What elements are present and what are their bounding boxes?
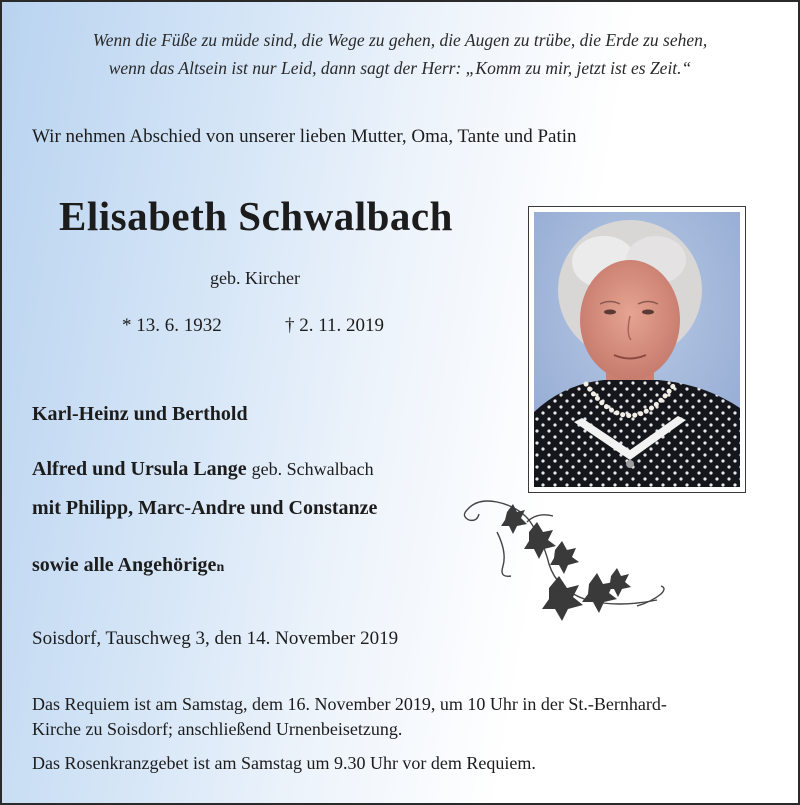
mourner-line-4 — [32, 554, 224, 577]
poem-line-1: Wenn die Füße zu müde sind, die Wege zu gehen, die Augen zu trübe, die Erde zu sehen, — [92, 30, 708, 50]
deceased-name: Elisabeth Schwalbach — [59, 193, 453, 239]
death-date: † 2. 11. 2019 — [285, 315, 385, 336]
mourner-line-3: mit Philipp, Marc-Andre und Constanze — [32, 497, 378, 519]
birth-date: * 13. 6. 1932 — [122, 315, 222, 336]
ivy-ornament — [457, 492, 672, 632]
mourner-line-2-maiden: geb. Schwalbach — [251, 459, 374, 479]
maiden-name: geb. Kircher — [210, 268, 300, 288]
portrait-photo — [528, 206, 746, 493]
mourner-line-2 — [32, 458, 374, 481]
poem-line-2: wenn das Altsein ist nur Leid, dann sagt der Herr: „Komm zu mir, jetzt ist es Zeit.“ — [108, 58, 692, 78]
mourner-line-4-main: sowie alle Angehörige — [32, 554, 217, 576]
service-details — [32, 692, 782, 776]
mourner-line-1: Karl-Heinz und Berthold — [32, 403, 248, 425]
service-line-1: Das Requiem ist am Samstag, dem 16. November 2019, um 10 Uhr in der St.-Bernhard- — [32, 694, 667, 714]
place-and-date: Soisdorf, Tauschweg 3, den 14. November 2019 — [32, 628, 399, 649]
portrait-image — [534, 212, 740, 487]
mourner-line-2-names: Alfred und Ursula Lange — [32, 458, 247, 480]
service-line-2: Kirche zu Soisdorf; anschließend Urnenbeisetzung. — [32, 719, 403, 739]
service-line-3: Das Rosenkranzgebet ist am Samstag um 9.30 Uhr vor dem Requiem. — [32, 753, 536, 773]
intro-text: Wir nehmen Abschied von unserer lieben Mutter, Oma, Tante und Patin — [32, 126, 577, 147]
poem — [2, 26, 798, 82]
mourner-line-4-tail: n — [216, 560, 225, 575]
